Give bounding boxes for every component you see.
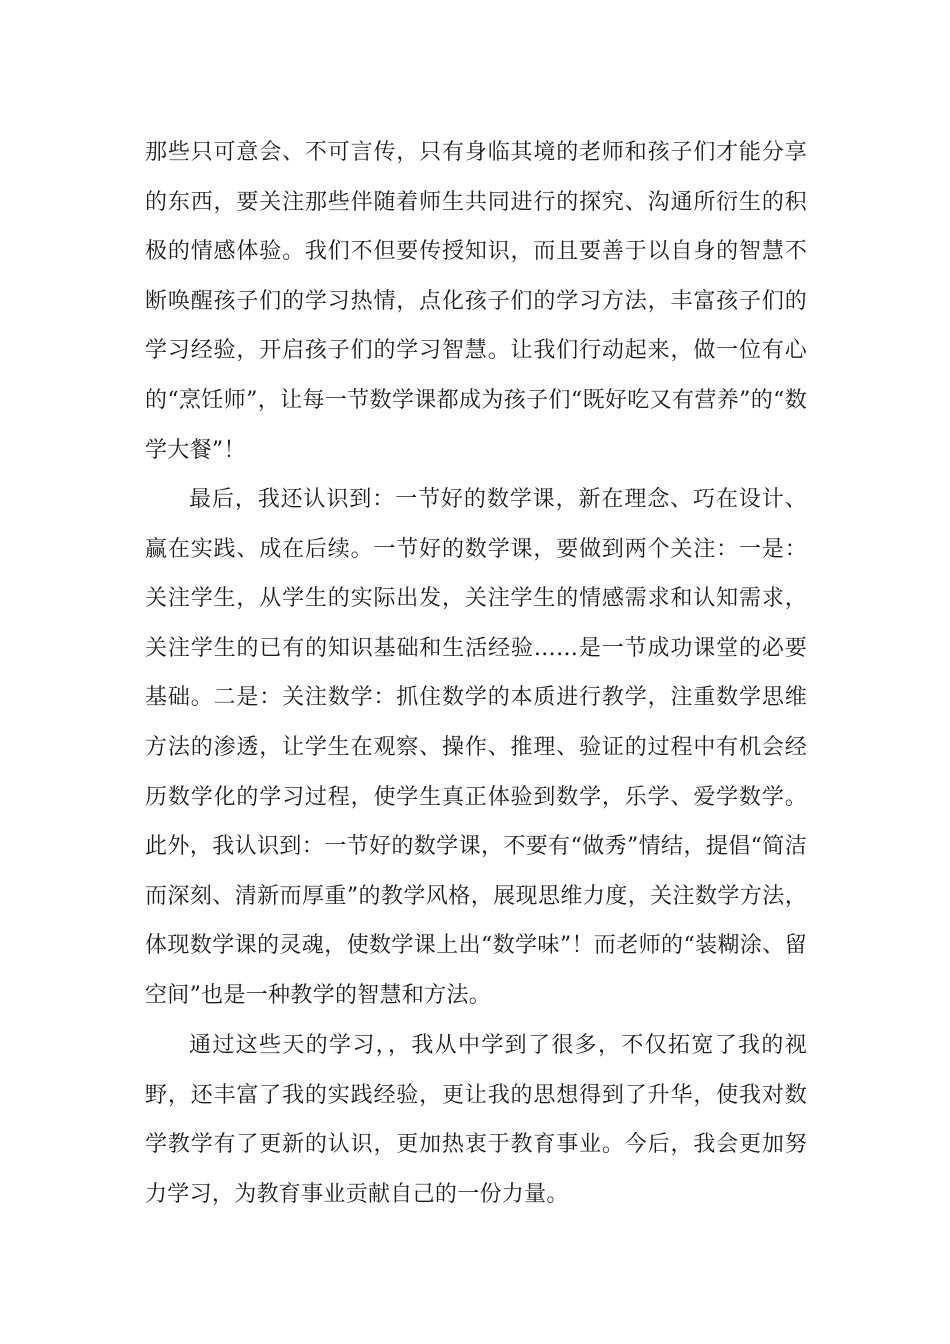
- paragraph-2-block: [145, 475, 807, 1021]
- paragraph-1-block: [145, 128, 807, 475]
- paragraph-3: 通过这些天的学习，，我从中学到了很多，不仅拓宽了我的视野，还丰富了我的实践经验，更让我的思想得到了升华，使我对数学教学有了更新的认识，更加热衷于教育事业。今后，我会更加努力学习，为教育事业贡献自己的一份力量。: [145, 1033, 807, 1207]
- paragraph-3-block: [145, 1021, 807, 1219]
- paragraph-1: 那些只可意会、不可言传，只有身临其境的老师和孩子们才能分享的东西，要关注那些伴随着师生共同进行的探究、沟通所衍生的积极的情感体验。我们不但要传授知识，而且要善于以自身的智慧不断唤醒孩子们的学习热情，点化孩子们的学习方法，丰富孩子们的学习经验，开启孩子们的学习智慧。让我们行动起来，做一位有心的“烹饪师”，让每一节数学课都成为孩子们“既好吃又有营养”的“数学大餐”！: [145, 140, 807, 463]
- paragraph-2: 最后，我还认识到：一节好的数学课，新在理念、巧在设计、赢在实践、成在后续。一节好的数学课，要做到两个关注：一是：关注学生，从学生的实际出发，关注学生的情感需求和认知需求，关注学生的已有的知识基础和生活经验……是一节成功课堂的必要基础。二是：关注数学：抓住数学的本质进行教学，注重数学思维方法的渗透，让学生在观察、操作、推理、验证的过程中有机会经历数学化的学习过程，使学生真正体验到数学，乐学、爱学数学。此外，我认识到：一节好的数学课，不要有“做秀”情结，提倡“简洁而深刻、清新而厚重”的教学风格，展现思维力度，关注数学方法，体现数学课的灵魂，使数学课上出“数学味”！而老师的“装糊涂、留空间”也是一种教学的智慧和方法。: [145, 487, 807, 1008]
